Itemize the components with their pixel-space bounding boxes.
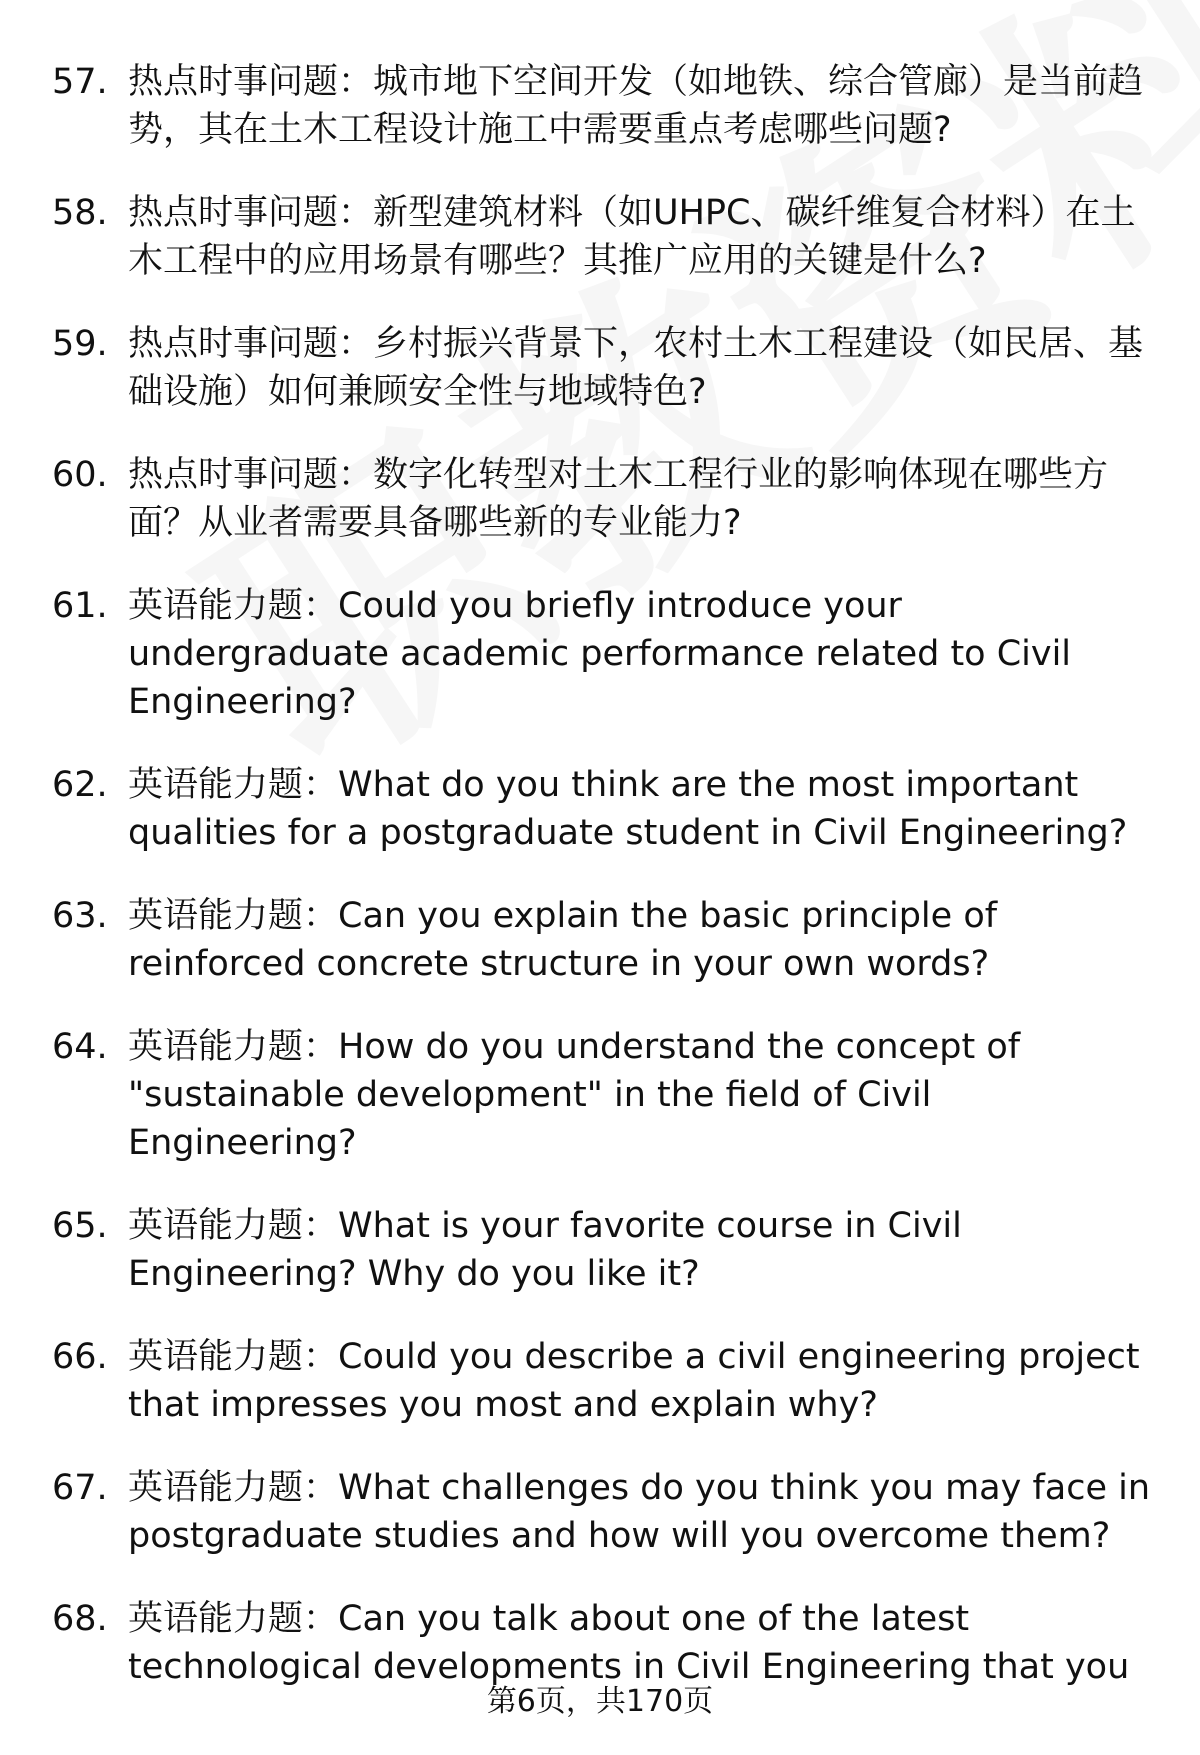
question-text: 热点时事问题：新型建筑材料（如UHPC、碳纤维复合材料）在土木工程中的应用场景有哪些？其推广应用的关键是什么? xyxy=(128,193,1136,281)
question-item xyxy=(52,1595,1152,1691)
question-item xyxy=(52,1464,1152,1560)
question-text: 英语能力题：Could you describe a civil engineering project that impresses you most and explain why? xyxy=(128,1337,1140,1425)
question-text: 英语能力题：Can you talk about one of the latest technological developments in Civil Engineering that you xyxy=(128,1599,1130,1687)
question-number: 63. xyxy=(52,896,108,936)
page-footer: 第6页，共170页 xyxy=(486,1684,714,1719)
question-number: 62. xyxy=(52,765,108,805)
question-text: 英语能力题：What is your favorite course in Civil Engineering? Why do you like it? xyxy=(128,1206,962,1294)
question-text: 热点时事问题：城市地下空间开发（如地铁、综合管廊）是当前趋势，其在土木工程设计施工中需要重点考虑哪些问题? xyxy=(128,62,1144,150)
question-item xyxy=(52,761,1152,857)
question-item xyxy=(52,1023,1152,1167)
question-number: 65. xyxy=(52,1206,108,1246)
question-number: 57. xyxy=(52,62,108,102)
question-number: 64. xyxy=(52,1027,108,1067)
question-item xyxy=(52,320,1152,416)
question-item xyxy=(52,1333,1152,1429)
question-list xyxy=(52,58,1152,1726)
question-number: 60. xyxy=(52,455,108,495)
question-text: 热点时事问题：数字化转型对土木工程行业的影响体现在哪些方面？从业者需要具备哪些新的专业能力? xyxy=(128,455,1109,543)
question-number: 66. xyxy=(52,1337,108,1377)
question-item xyxy=(52,1202,1152,1298)
question-number: 61. xyxy=(52,586,108,626)
question-item xyxy=(52,58,1152,154)
question-number: 58. xyxy=(52,193,108,233)
question-text: 英语能力题：How do you understand the concept of "sustainable development" in the field of Civil Engineering? xyxy=(128,1027,1021,1163)
question-number: 59. xyxy=(52,324,108,364)
question-item xyxy=(52,451,1152,547)
question-text: 英语能力题：What challenges do you think you may face in postgraduate studies and how will you overcome them? xyxy=(128,1468,1151,1556)
question-item xyxy=(52,189,1152,285)
question-number: 67. xyxy=(52,1468,108,1508)
question-item xyxy=(52,892,1152,988)
question-text: 英语能力题：Could you briefly introduce your undergraduate academic performance related to Civil Engineering? xyxy=(128,586,1072,722)
question-item xyxy=(52,582,1152,726)
question-text: 英语能力题：Can you explain the basic principle of reinforced concrete structure in your own words? xyxy=(128,896,998,984)
question-text: 英语能力题：What do you think are the most important qualities for a postgraduate student in Civil Engineering? xyxy=(128,765,1128,853)
question-number: 68. xyxy=(52,1599,108,1639)
question-text: 热点时事问题：乡村振兴背景下，农村土木工程建设（如民居、基础设施）如何兼顾安全性与地域特色? xyxy=(128,324,1144,412)
